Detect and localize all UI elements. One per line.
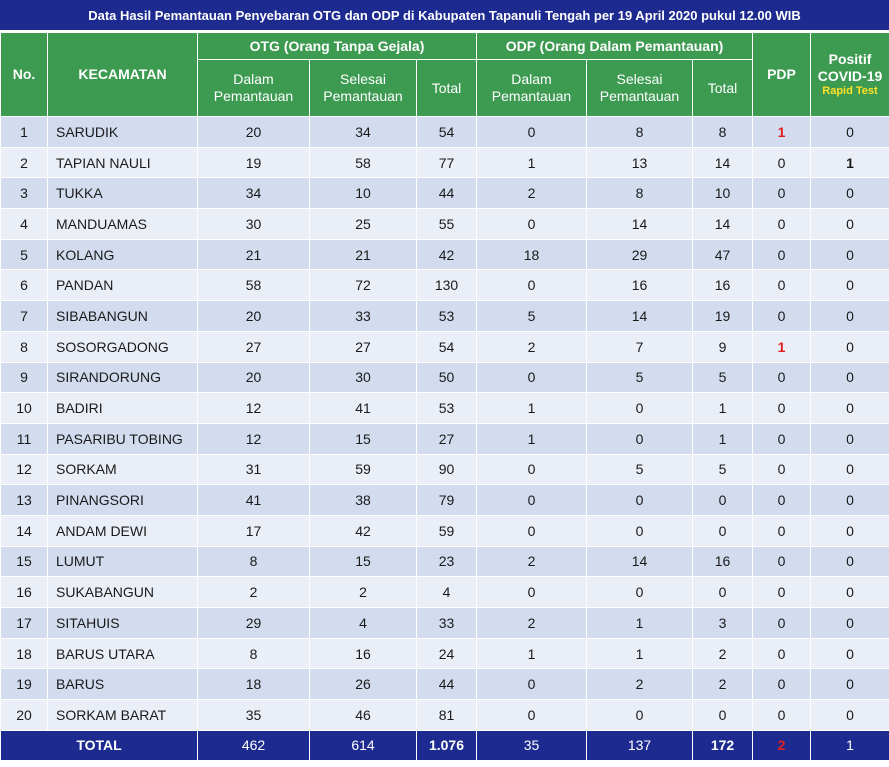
cell-pdp: 0	[753, 454, 811, 485]
cell-odp-dalam: 0	[477, 485, 587, 516]
cell-kecamatan: SARUDIK	[48, 117, 198, 148]
cell-otg-selesai: 15	[310, 423, 417, 454]
header-pdp: PDP	[753, 33, 811, 117]
total-odp-dalam: 35	[477, 730, 587, 760]
cell-no: 19	[1, 669, 48, 700]
header-odp-total: Total	[693, 60, 753, 117]
cell-positif: 0	[811, 608, 889, 639]
cell-pdp: 0	[753, 515, 811, 546]
cell-odp-total: 10	[693, 178, 753, 209]
cell-odp-total: 5	[693, 454, 753, 485]
cell-otg-total: 53	[417, 301, 477, 332]
cell-odp-total: 8	[693, 117, 753, 148]
cell-kecamatan: MANDUAMAS	[48, 209, 198, 240]
cell-otg-total: 55	[417, 209, 477, 240]
table-row	[1, 301, 889, 332]
cell-odp-total: 2	[693, 669, 753, 700]
cell-odp-total: 0	[693, 485, 753, 516]
cell-pdp: 0	[753, 270, 811, 301]
cell-kecamatan: SUKABANGUN	[48, 577, 198, 608]
cell-odp-selesai: 1	[587, 638, 693, 669]
cell-odp-selesai: 0	[587, 515, 693, 546]
cell-positif: 0	[811, 669, 889, 700]
total-positif: 1	[811, 730, 889, 760]
cell-odp-selesai: 0	[587, 485, 693, 516]
table-row	[1, 178, 889, 209]
cell-positif: 0	[811, 239, 889, 270]
cell-no: 16	[1, 577, 48, 608]
cell-otg-selesai: 58	[310, 147, 417, 178]
header-kecamatan: KECAMATAN	[48, 33, 198, 117]
table-row	[1, 485, 889, 516]
cell-odp-selesai: 14	[587, 301, 693, 332]
cell-no: 12	[1, 454, 48, 485]
cell-otg-total: 130	[417, 270, 477, 301]
cell-kecamatan: BADIRI	[48, 393, 198, 424]
cell-otg-total: 27	[417, 423, 477, 454]
cell-odp-dalam: 0	[477, 454, 587, 485]
cell-pdp: 0	[753, 546, 811, 577]
cell-kecamatan: LUMUT	[48, 546, 198, 577]
cell-otg-selesai: 59	[310, 454, 417, 485]
cell-odp-total: 0	[693, 700, 753, 731]
table-row	[1, 608, 889, 639]
cell-no: 15	[1, 546, 48, 577]
cell-odp-total: 1	[693, 423, 753, 454]
cell-odp-total: 47	[693, 239, 753, 270]
cell-positif: 0	[811, 270, 889, 301]
total-otg-selesai: 614	[310, 730, 417, 760]
header-no: No.	[1, 33, 48, 117]
cell-no: 13	[1, 485, 48, 516]
cell-odp-total: 5	[693, 362, 753, 393]
cell-otg-dalam: 35	[198, 700, 310, 731]
cell-otg-selesai: 30	[310, 362, 417, 393]
cell-odp-dalam: 1	[477, 423, 587, 454]
table-row	[1, 638, 889, 669]
cell-otg-dalam: 18	[198, 669, 310, 700]
cell-no: 11	[1, 423, 48, 454]
cell-odp-selesai: 14	[587, 546, 693, 577]
table-header	[1, 33, 889, 117]
cell-otg-selesai: 46	[310, 700, 417, 731]
header-positif-label: Positif COVID-19	[817, 51, 883, 84]
total-otg-dalam: 462	[198, 730, 310, 760]
cell-no: 10	[1, 393, 48, 424]
table-row	[1, 546, 889, 577]
table-row	[1, 454, 889, 485]
cell-no: 6	[1, 270, 48, 301]
table-row	[1, 393, 889, 424]
table-row	[1, 669, 889, 700]
cell-positif: 0	[811, 178, 889, 209]
cell-pdp: 0	[753, 485, 811, 516]
cell-kecamatan: ANDAM DEWI	[48, 515, 198, 546]
table-row	[1, 331, 889, 362]
cell-odp-selesai: 16	[587, 270, 693, 301]
header-positif	[811, 33, 889, 117]
cell-kecamatan: SITAHUIS	[48, 608, 198, 639]
table-row	[1, 209, 889, 240]
cell-pdp: 0	[753, 301, 811, 332]
cell-no: 1	[1, 117, 48, 148]
table-row	[1, 577, 889, 608]
cell-otg-total: 24	[417, 638, 477, 669]
cell-odp-selesai: 0	[587, 577, 693, 608]
table-row	[1, 270, 889, 301]
cell-no: 3	[1, 178, 48, 209]
cell-positif: 0	[811, 423, 889, 454]
cell-positif: 1	[811, 147, 889, 178]
cell-otg-total: 90	[417, 454, 477, 485]
cell-otg-dalam: 20	[198, 117, 310, 148]
cell-no: 7	[1, 301, 48, 332]
cell-odp-dalam: 0	[477, 700, 587, 731]
cell-odp-dalam: 0	[477, 209, 587, 240]
cell-pdp: 0	[753, 178, 811, 209]
cell-positif: 0	[811, 331, 889, 362]
cell-otg-total: 42	[417, 239, 477, 270]
header-otg-dalam: Dalam Pemantauan	[198, 60, 310, 117]
table-row	[1, 239, 889, 270]
cell-odp-selesai: 0	[587, 423, 693, 454]
cell-odp-total: 16	[693, 270, 753, 301]
cell-pdp: 0	[753, 362, 811, 393]
cell-otg-selesai: 25	[310, 209, 417, 240]
header-odp-selesai: Selesai Pemantauan	[587, 60, 693, 117]
cell-otg-dalam: 12	[198, 423, 310, 454]
cell-otg-dalam: 20	[198, 362, 310, 393]
cell-odp-dalam: 0	[477, 515, 587, 546]
cell-pdp: 1	[753, 117, 811, 148]
header-otg-selesai: Selesai Pemantauan	[310, 60, 417, 117]
cell-kecamatan: TUKKA	[48, 178, 198, 209]
cell-kecamatan: SIBABANGUN	[48, 301, 198, 332]
cell-otg-total: 59	[417, 515, 477, 546]
cell-positif: 0	[811, 577, 889, 608]
cell-odp-selesai: 29	[587, 239, 693, 270]
cell-otg-dalam: 58	[198, 270, 310, 301]
cell-positif: 0	[811, 700, 889, 731]
cell-otg-total: 44	[417, 178, 477, 209]
cell-odp-dalam: 5	[477, 301, 587, 332]
cell-otg-selesai: 34	[310, 117, 417, 148]
cell-odp-dalam: 1	[477, 147, 587, 178]
cell-odp-total: 14	[693, 147, 753, 178]
table-row	[1, 515, 889, 546]
cell-odp-total: 16	[693, 546, 753, 577]
cell-otg-dalam: 8	[198, 638, 310, 669]
cell-odp-dalam: 2	[477, 178, 587, 209]
cell-odp-selesai: 5	[587, 362, 693, 393]
cell-otg-total: 4	[417, 577, 477, 608]
cell-no: 4	[1, 209, 48, 240]
cell-pdp: 0	[753, 577, 811, 608]
cell-positif: 0	[811, 301, 889, 332]
cell-no: 14	[1, 515, 48, 546]
cell-otg-selesai: 15	[310, 546, 417, 577]
cell-otg-total: 81	[417, 700, 477, 731]
cell-otg-dalam: 2	[198, 577, 310, 608]
cell-otg-dalam: 19	[198, 147, 310, 178]
cell-pdp: 0	[753, 209, 811, 240]
total-row	[1, 730, 889, 760]
cell-otg-selesai: 10	[310, 178, 417, 209]
cell-otg-total: 23	[417, 546, 477, 577]
cell-otg-total: 50	[417, 362, 477, 393]
table-row	[1, 700, 889, 731]
cell-otg-total: 77	[417, 147, 477, 178]
cell-pdp: 0	[753, 608, 811, 639]
header-odp-group: ODP (Orang Dalam Pemantauan)	[477, 33, 753, 60]
cell-odp-selesai: 7	[587, 331, 693, 362]
cell-otg-selesai: 41	[310, 393, 417, 424]
header-otg-group: OTG (Orang Tanpa Gejala)	[198, 33, 477, 60]
cell-positif: 0	[811, 454, 889, 485]
cell-odp-total: 3	[693, 608, 753, 639]
cell-pdp: 0	[753, 393, 811, 424]
cell-otg-dalam: 20	[198, 301, 310, 332]
cell-odp-dalam: 2	[477, 331, 587, 362]
cell-odp-selesai: 14	[587, 209, 693, 240]
page-title: Data Hasil Pemantauan Penyebaran OTG dan ODP di Kabupaten Tapanuli Tengah per 19 April 2020 pukul 12.00 WIB	[0, 0, 889, 32]
cell-positif: 0	[811, 515, 889, 546]
cell-otg-selesai: 42	[310, 515, 417, 546]
cell-no: 5	[1, 239, 48, 270]
total-odp-selesai: 137	[587, 730, 693, 760]
cell-odp-total: 0	[693, 515, 753, 546]
total-otg-total: 1.076	[417, 730, 477, 760]
cell-odp-selesai: 8	[587, 117, 693, 148]
cell-positif: 0	[811, 117, 889, 148]
cell-otg-total: 54	[417, 331, 477, 362]
table-row	[1, 147, 889, 178]
table-body	[1, 117, 889, 731]
cell-odp-selesai: 8	[587, 178, 693, 209]
cell-otg-total: 53	[417, 393, 477, 424]
cell-otg-dalam: 12	[198, 393, 310, 424]
cell-pdp: 0	[753, 669, 811, 700]
cell-otg-dalam: 30	[198, 209, 310, 240]
total-label: TOTAL	[1, 730, 198, 760]
cell-kecamatan: KOLANG	[48, 239, 198, 270]
cell-kecamatan: BARUS UTARA	[48, 638, 198, 669]
cell-no: 18	[1, 638, 48, 669]
cell-otg-total: 44	[417, 669, 477, 700]
cell-odp-total: 9	[693, 331, 753, 362]
cell-odp-total: 1	[693, 393, 753, 424]
cell-no: 17	[1, 608, 48, 639]
cell-otg-selesai: 33	[310, 301, 417, 332]
cell-odp-selesai: 5	[587, 454, 693, 485]
cell-odp-dalam: 1	[477, 638, 587, 669]
table-row	[1, 362, 889, 393]
cell-kecamatan: SORKAM BARAT	[48, 700, 198, 731]
cell-no: 2	[1, 147, 48, 178]
cell-otg-selesai: 27	[310, 331, 417, 362]
cell-odp-total: 2	[693, 638, 753, 669]
cell-otg-total: 79	[417, 485, 477, 516]
cell-otg-dalam: 34	[198, 178, 310, 209]
cell-pdp: 0	[753, 147, 811, 178]
cell-kecamatan: PANDAN	[48, 270, 198, 301]
cell-no: 20	[1, 700, 48, 731]
cell-pdp: 0	[753, 638, 811, 669]
total-pdp: 2	[753, 730, 811, 760]
cell-odp-dalam: 2	[477, 608, 587, 639]
cell-positif: 0	[811, 485, 889, 516]
cell-odp-dalam: 0	[477, 362, 587, 393]
cell-otg-dalam: 17	[198, 515, 310, 546]
cell-positif: 0	[811, 209, 889, 240]
cell-kecamatan: BARUS	[48, 669, 198, 700]
cell-positif: 0	[811, 638, 889, 669]
cell-otg-dalam: 41	[198, 485, 310, 516]
cell-kecamatan: SOSORGADONG	[48, 331, 198, 362]
cell-otg-selesai: 26	[310, 669, 417, 700]
cell-odp-dalam: 0	[477, 669, 587, 700]
table-footer	[1, 730, 889, 760]
cell-otg-selesai: 38	[310, 485, 417, 516]
cell-odp-total: 14	[693, 209, 753, 240]
cell-odp-selesai: 1	[587, 608, 693, 639]
cell-otg-dalam: 27	[198, 331, 310, 362]
cell-odp-selesai: 0	[587, 700, 693, 731]
cell-otg-selesai: 72	[310, 270, 417, 301]
cell-pdp: 0	[753, 700, 811, 731]
cell-odp-selesai: 13	[587, 147, 693, 178]
table-row	[1, 117, 889, 148]
cell-kecamatan: SORKAM	[48, 454, 198, 485]
cell-kecamatan: PINANGSORI	[48, 485, 198, 516]
cell-no: 9	[1, 362, 48, 393]
cell-kecamatan: PASARIBU TOBING	[48, 423, 198, 454]
cell-otg-selesai: 16	[310, 638, 417, 669]
cell-otg-selesai: 4	[310, 608, 417, 639]
cell-odp-dalam: 2	[477, 546, 587, 577]
cell-no: 8	[1, 331, 48, 362]
cell-pdp: 1	[753, 331, 811, 362]
cell-kecamatan: SIRANDORUNG	[48, 362, 198, 393]
cell-odp-dalam: 18	[477, 239, 587, 270]
header-odp-dalam: Dalam Pemantauan	[477, 60, 587, 117]
cell-otg-selesai: 21	[310, 239, 417, 270]
cell-otg-total: 33	[417, 608, 477, 639]
cell-otg-dalam: 21	[198, 239, 310, 270]
cell-positif: 0	[811, 393, 889, 424]
cell-otg-selesai: 2	[310, 577, 417, 608]
cell-otg-dalam: 8	[198, 546, 310, 577]
cell-odp-total: 0	[693, 577, 753, 608]
cell-odp-selesai: 2	[587, 669, 693, 700]
cell-odp-dalam: 1	[477, 393, 587, 424]
cell-odp-dalam: 0	[477, 270, 587, 301]
cell-odp-dalam: 0	[477, 117, 587, 148]
cell-otg-dalam: 29	[198, 608, 310, 639]
data-table	[0, 32, 889, 761]
header-otg-total: Total	[417, 60, 477, 117]
cell-odp-total: 19	[693, 301, 753, 332]
cell-odp-selesai: 0	[587, 393, 693, 424]
cell-kecamatan: TAPIAN NAULI	[48, 147, 198, 178]
cell-otg-total: 54	[417, 117, 477, 148]
table-row	[1, 423, 889, 454]
cell-pdp: 0	[753, 423, 811, 454]
header-rapid-test: Rapid Test	[822, 85, 878, 97]
cell-odp-dalam: 0	[477, 577, 587, 608]
cell-otg-dalam: 31	[198, 454, 310, 485]
cell-positif: 0	[811, 546, 889, 577]
total-odp-total: 172	[693, 730, 753, 760]
cell-pdp: 0	[753, 239, 811, 270]
cell-positif: 0	[811, 362, 889, 393]
